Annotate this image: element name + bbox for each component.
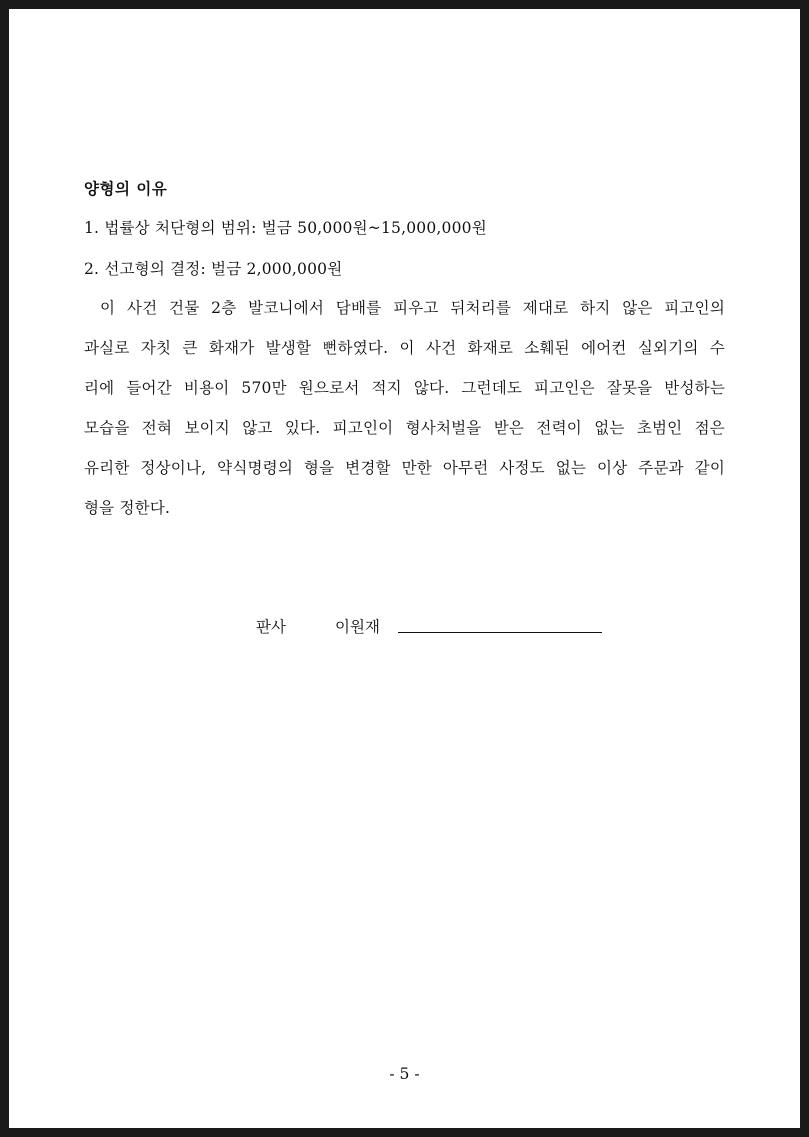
paragraph-line: 과실로 자칫 큰 화재가 발생할 뻔하였다. 이 사건 화재로 소훼된 에어컨 실외기의 수 bbox=[84, 339, 725, 357]
document-page bbox=[9, 9, 800, 1128]
paragraph-line: 리에 들어간 비용이 570만 원으로서 적지 않다. 그런데도 피고인은 잘못을 반성하는 bbox=[84, 379, 725, 397]
paragraph-line: 이 사건 건물 2층 발코니에서 담배를 피우고 뒤처리를 제대로 하지 않은 피고인의 bbox=[100, 299, 725, 317]
list-item-statutory-range: 1. 법률상 처단형의 범위: 벌금 50,000원~15,000,000원 bbox=[84, 219, 487, 237]
paragraph-line: 모습을 전혀 보이지 않고 있다. 피고인이 형사처벌을 받은 전력이 없는 초범인 점은 bbox=[84, 419, 725, 437]
paragraph-line: 형을 정한다. bbox=[84, 499, 171, 517]
section-heading: 양형의 이유 bbox=[84, 180, 168, 198]
page-number: - 5 - bbox=[389, 1065, 420, 1083]
judge-title: 판사 bbox=[256, 618, 286, 636]
paragraph-line: 유리한 정상이나, 약식명령의 형을 변경할 만한 아무런 사정도 없는 이상 주문과 같이 bbox=[84, 459, 725, 477]
judge-name: 이원재 bbox=[335, 618, 380, 636]
list-item-sentence-decision: 2. 선고형의 결정: 벌금 2,000,000원 bbox=[84, 260, 343, 278]
signature-line bbox=[398, 632, 602, 633]
